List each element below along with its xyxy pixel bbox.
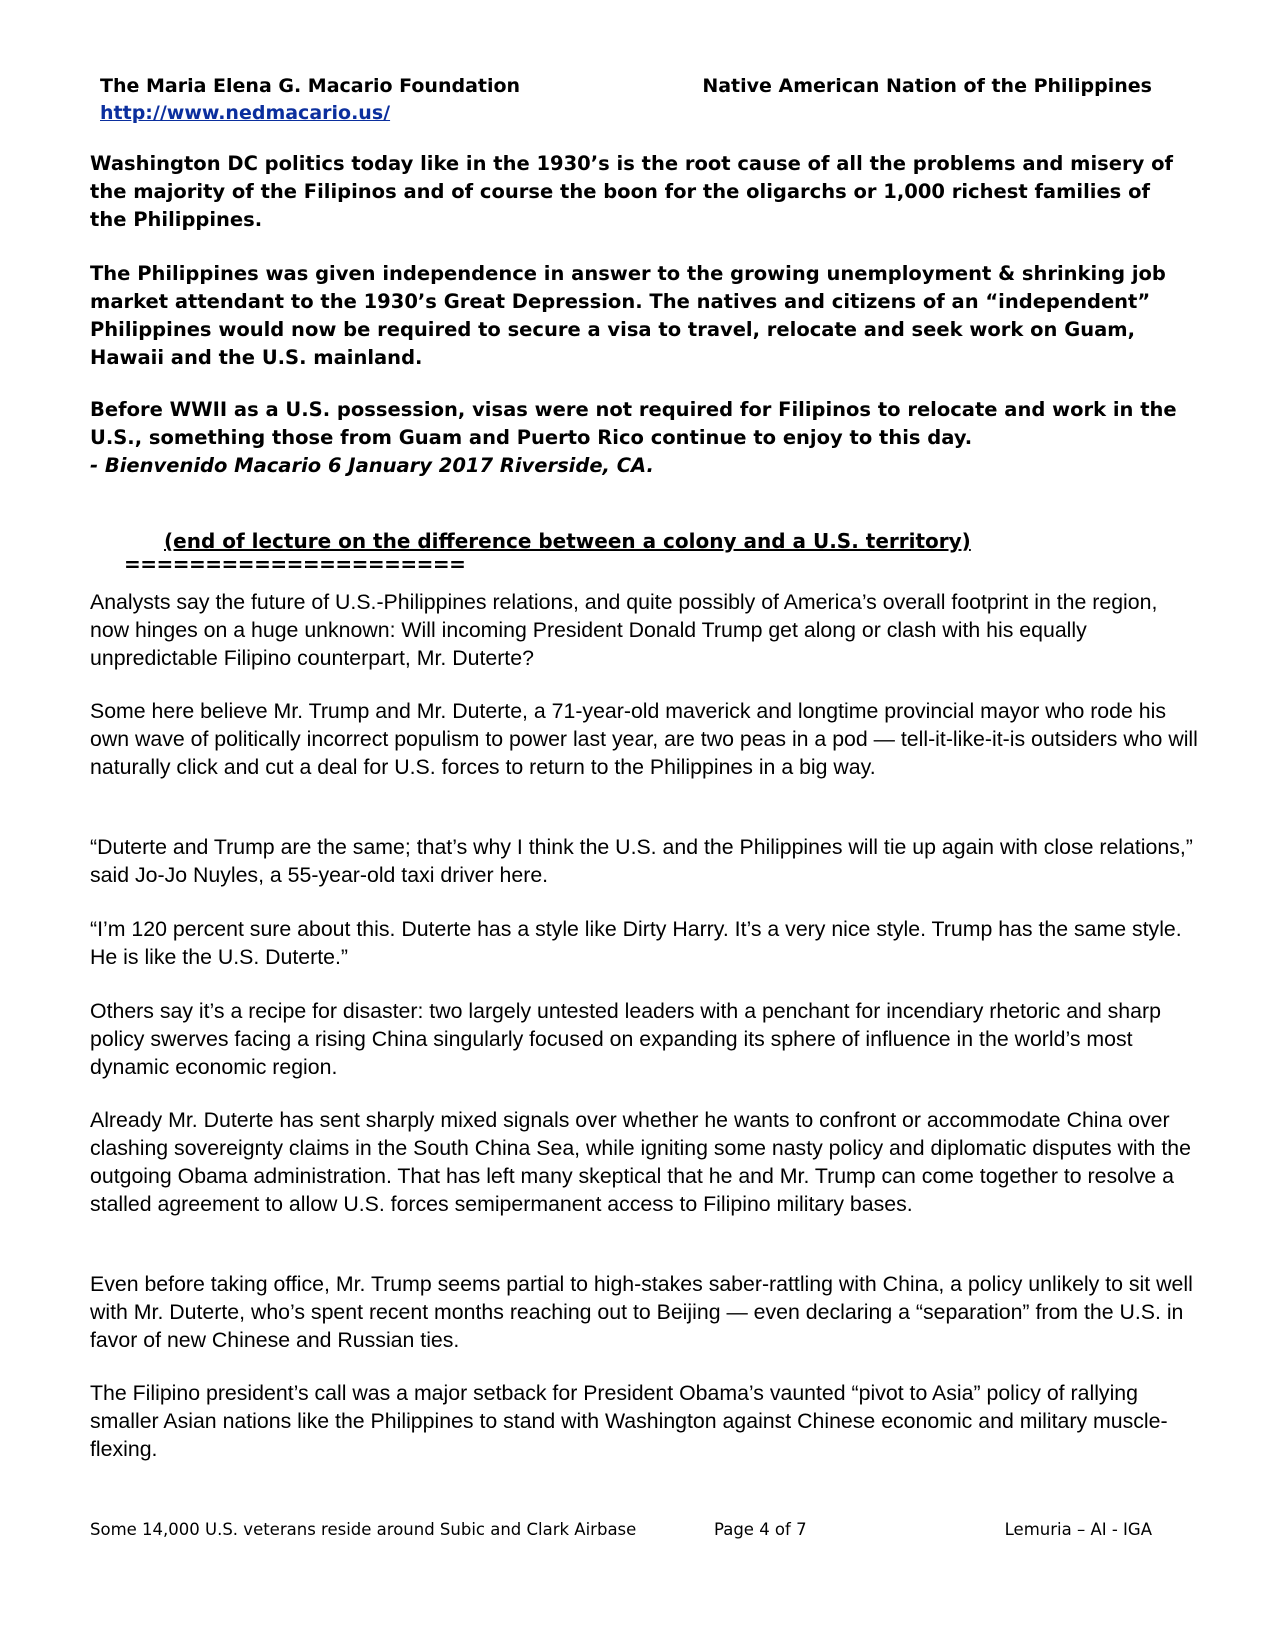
header-nation-name: Native American Nation of the Philippines [702,75,1152,97]
body-paragraph-8: The Filipino president’s call was a major setback for President Obama’s vaunted “pivot to Asia” policy of rallying smaller Asian nations like the Philippines to stand with Washington against Chinese economic and military muscle-flexing. [90,1381,1168,1461]
body-paragraph-1: Analysts say the future of U.S.-Philippines relations, and quite possibly of America’s overall footprint in the region, now hinges on a huge unknown: Will incoming President Donald Trump get along or clash with his equally unpredictable Filipino counterpart, Mr. Duterte? [90,590,1158,670]
body-paragraph-5: Others say it’s a recipe for disaster: two largely untested leaders with a penchant for incendiary rhetoric and sharp policy swerves facing a rising China singularly focused on expanding its sphere of influence in the world’s most dynamic economic region. [90,999,1161,1079]
bold-paragraph-1: Washington DC politics today like in the 1930’s is the root cause of all the problems and misery of the majority of the Filipinos and of course the boon for the oligarchs or 1,000 richest families of the Philippines. [90,152,1173,231]
body-paragraph-3: “Duterte and Trump are the same; that’s why I think the U.S. and the Philippines will tie up again with close relations,” said Jo-Jo Nuyles, a 55-year-old taxi driver here. [90,835,1193,887]
body-paragraph-2: Some here believe Mr. Trump and Mr. Duterte, a 71-year-old maverick and longtime provincial mayor who rode his own wave of politically incorrect populism to power last year, are two peas in a pod — tell-it-like-it-is outsiders who will naturally click and cut a deal for U.S. forces to return to the Philippines in a big way. [90,699,1198,779]
header-foundation-name: The Maria Elena G. Macario Foundation [100,75,521,97]
footer-page-number: Page 4 of 7 [714,1520,807,1539]
bold-paragraph-3 [90,396,1190,480]
bold-paragraph-2: The Philippines was given independence in answer to the growing unemployment & shrinking job market attendant to the 1930’s Great Depression. The natives and citizens of an “independent” Philippines would now be required to secure a visa to travel, relocate and seek work on Guam, Hawaii and the U.S. mainland. [90,262,1166,369]
footer-note: Some 14,000 U.S. veterans reside around Subic and Clark Airbase [90,1520,637,1539]
section-divider: ===================== [124,552,466,576]
bold-paragraph-3-text: Before WWII as a U.S. possession, visas were not required for Filipinos to relocate and work in the U.S., something those from Guam and Puerto Rico continue to enjoy to this day. [90,398,1177,449]
footer-source: Lemuria – AI - IGA [1004,1520,1152,1539]
author-signature: - Bienvenido Macario 6 January 2017 Riverside, CA. [90,454,654,477]
body-paragraph-6: Already Mr. Duterte has sent sharply mixed signals over whether he wants to confront or accommodate China over clashing sovereignty claims in the South China Sea, while igniting some nasty policy and diplomatic disputes with the outgoing Obama administration. That has left many skeptical that he and Mr. Trump can come together to resolve a stalled agreement to allow U.S. forces semipermanent access to Filipino military bases. [90,1108,1191,1216]
end-of-lecture-note: (end of lecture on the difference between a colony and a U.S. territory) [164,529,971,553]
body-paragraph-4: “I’m 120 percent sure about this. Duterte has a style like Dirty Harry. It’s a very nice style. Trump has the same style. He is like the U.S. Duterte.” [90,917,1182,969]
foundation-website-link[interactable]: http://www.nedmacario.us/ [100,102,391,124]
body-paragraph-7: Even before taking office, Mr. Trump seems partial to high-stakes saber-rattling with China, a policy unlikely to sit well with Mr. Duterte, who’s spent recent months reaching out to Beijing — even declaring a “separation” from the U.S. in favor of new Chinese and Russian ties. [90,1272,1193,1352]
